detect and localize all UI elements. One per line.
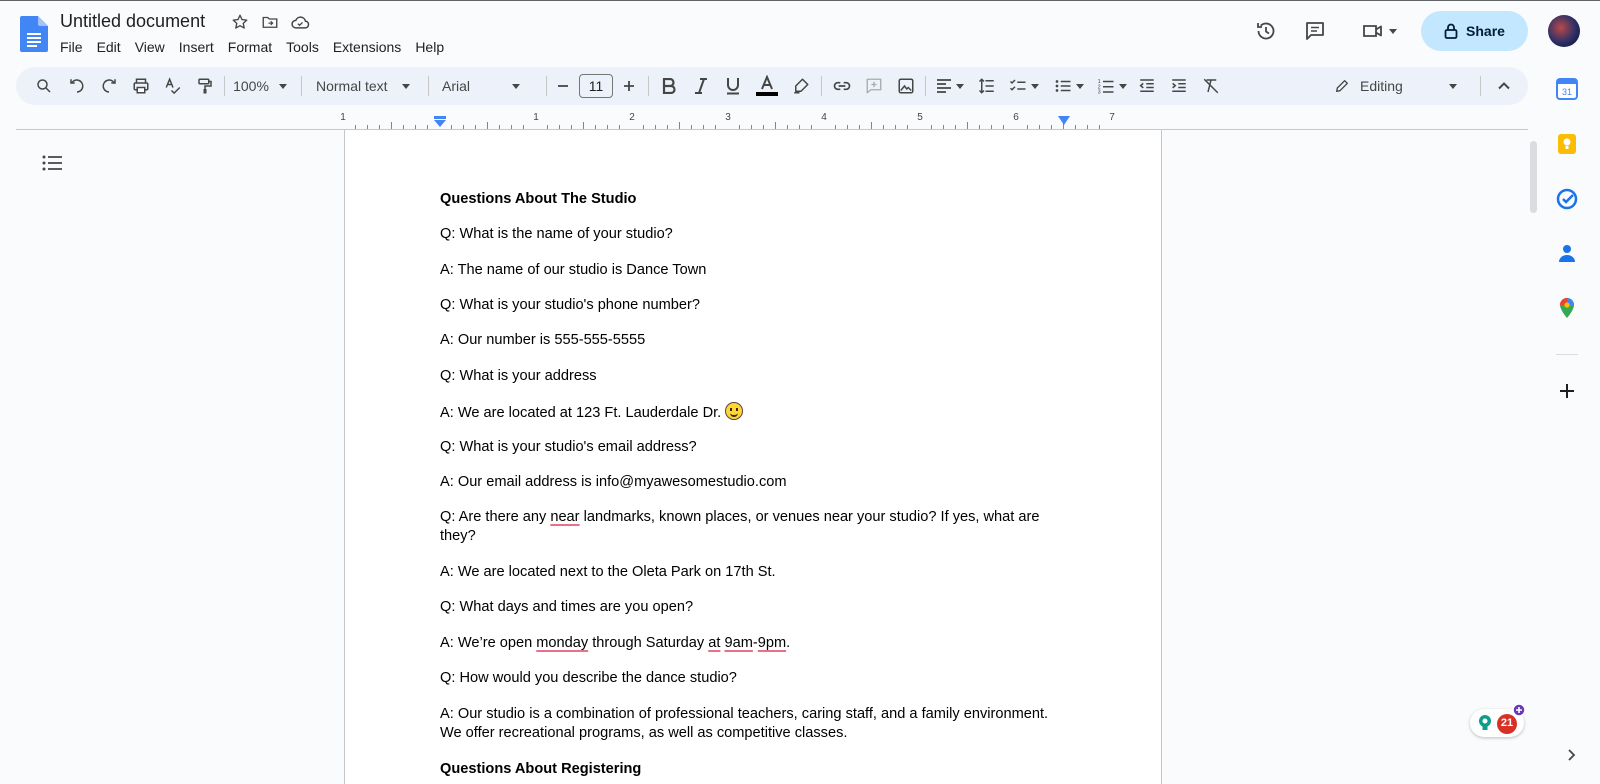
chevron-right-icon[interactable] bbox=[1564, 748, 1578, 762]
editing-mode-select[interactable] bbox=[1334, 67, 1484, 105]
avatar[interactable] bbox=[1548, 15, 1580, 47]
question-line: Q: What days and times are you open? bbox=[440, 599, 694, 615]
ruler-number: 1 bbox=[340, 112, 346, 123]
answer-line: A: We are located next to the Oleta Park on 17th St. bbox=[440, 564, 776, 580]
header bbox=[0, 0, 1600, 64]
answer-line: A: Our number is 555-555-5555 bbox=[440, 332, 646, 348]
heading-studio: Questions About The Studio bbox=[440, 191, 637, 207]
menu-bar bbox=[53, 38, 451, 56]
clear-formatting-icon[interactable] bbox=[1198, 67, 1224, 105]
share-button[interactable] bbox=[1421, 11, 1528, 51]
version-history-icon[interactable] bbox=[1252, 17, 1280, 45]
answer-line: A: Our email address is info@myawesomestudio.com bbox=[440, 474, 787, 490]
chevron-down-icon bbox=[956, 84, 964, 89]
menu-file[interactable]: File bbox=[60, 39, 83, 55]
side-panel bbox=[1548, 64, 1600, 784]
toolbar bbox=[16, 67, 1528, 105]
lightbulb-icon bbox=[1476, 714, 1494, 732]
ruler-number: 6 bbox=[1013, 112, 1019, 123]
decrease-indent-icon[interactable] bbox=[1134, 67, 1160, 105]
meet-icon[interactable] bbox=[1357, 17, 1401, 45]
calendar-icon[interactable] bbox=[1556, 78, 1578, 100]
menu-view[interactable]: View bbox=[134, 39, 165, 55]
ruler[interactable] bbox=[340, 112, 1162, 130]
bulleted-list-icon[interactable] bbox=[1051, 67, 1087, 105]
ruler-number: 1 bbox=[533, 112, 539, 123]
print-icon[interactable] bbox=[127, 67, 155, 105]
ruler-number: 7 bbox=[1109, 112, 1115, 123]
svg-text:2: 2 bbox=[1097, 84, 1101, 91]
document-outline-icon[interactable] bbox=[41, 152, 63, 174]
italic-button[interactable] bbox=[688, 67, 714, 105]
question-line: Q: Are there any near landmarks, known places, or venues near your studio? If yes, what are they? bbox=[440, 509, 1040, 545]
menu-format[interactable]: Format bbox=[227, 39, 273, 55]
increase-font-size-button[interactable] bbox=[617, 67, 641, 105]
chevron-down-icon bbox=[512, 84, 520, 89]
chevron-down-icon bbox=[1449, 84, 1457, 89]
maps-icon[interactable] bbox=[1556, 297, 1578, 319]
search-menus-icon[interactable] bbox=[30, 67, 58, 105]
comments-icon[interactable] bbox=[1301, 17, 1329, 45]
paragraph-style-select[interactable] bbox=[308, 67, 420, 105]
text-color-button[interactable] bbox=[754, 67, 780, 105]
bold-button[interactable] bbox=[656, 67, 682, 105]
font-family-value: Arial bbox=[442, 78, 471, 94]
menu-edit[interactable]: Edit bbox=[96, 39, 121, 55]
lock-icon bbox=[1444, 23, 1458, 39]
paragraph-style-value: Normal text bbox=[316, 78, 388, 94]
question-line: Q: What is your address bbox=[440, 368, 597, 384]
question-line: Q: How would you describe the dance studio? bbox=[440, 670, 737, 686]
ruler-number: 2 bbox=[629, 112, 635, 123]
keep-icon[interactable] bbox=[1556, 133, 1578, 155]
decrease-font-size-button[interactable] bbox=[551, 67, 575, 105]
font-family-select[interactable] bbox=[434, 67, 542, 105]
underline-button[interactable] bbox=[720, 67, 746, 105]
chevron-down-icon bbox=[1031, 84, 1039, 89]
right-indent-marker[interactable] bbox=[1058, 116, 1070, 126]
menu-tools[interactable]: Tools bbox=[286, 39, 319, 55]
left-indent-marker[interactable] bbox=[434, 116, 446, 128]
question-line: Q: What is the name of your studio? bbox=[440, 226, 673, 242]
hide-menus-icon[interactable] bbox=[1490, 67, 1518, 105]
chevron-down-icon bbox=[1119, 84, 1127, 89]
menu-help[interactable]: Help bbox=[415, 39, 445, 55]
pencil-icon bbox=[1334, 78, 1350, 94]
checklist-icon[interactable] bbox=[1006, 67, 1042, 105]
move-folder-icon[interactable] bbox=[260, 12, 280, 32]
add-comment-icon[interactable] bbox=[860, 67, 888, 105]
question-line: Q: What is your studio's email address? bbox=[440, 439, 697, 455]
svg-text:1: 1 bbox=[1097, 79, 1101, 85]
badge-count: 21 bbox=[1500, 717, 1514, 729]
vertical-scrollbar[interactable] bbox=[1530, 141, 1537, 213]
font-size-input[interactable] bbox=[578, 67, 614, 105]
tasks-icon[interactable] bbox=[1556, 188, 1578, 210]
answer-line: A: We’re open monday through Saturday at 9am-9pm. bbox=[440, 635, 791, 651]
paint-format-icon[interactable] bbox=[191, 67, 219, 105]
insert-image-icon[interactable] bbox=[892, 67, 920, 105]
svg-text:3: 3 bbox=[1097, 89, 1101, 95]
document-title[interactable]: Untitled document bbox=[60, 11, 206, 31]
ruler-number: 4 bbox=[821, 112, 827, 123]
insert-link-icon[interactable] bbox=[828, 67, 856, 105]
question-line: Q: What is your studio's phone number? bbox=[440, 297, 700, 313]
smiling-face-icon bbox=[725, 402, 743, 420]
menu-insert[interactable]: Insert bbox=[178, 39, 214, 55]
answer-text: A: We are located at 123 Ft. Lauderdale Dr. bbox=[440, 405, 722, 421]
undo-icon[interactable] bbox=[63, 67, 91, 105]
zoom-value: 100% bbox=[233, 78, 269, 94]
redo-icon[interactable] bbox=[95, 67, 123, 105]
cloud-saved-icon[interactable] bbox=[290, 12, 310, 32]
zoom-select[interactable] bbox=[226, 67, 294, 105]
extension-badge[interactable] bbox=[1470, 709, 1524, 737]
increase-indent-icon[interactable] bbox=[1166, 67, 1192, 105]
menu-extensions[interactable]: Extensions bbox=[332, 39, 402, 55]
spellcheck-icon[interactable] bbox=[159, 67, 187, 105]
docs-logo-icon[interactable] bbox=[20, 16, 48, 52]
line-spacing-icon[interactable] bbox=[974, 67, 1000, 105]
editing-mode-value: Editing bbox=[1360, 78, 1403, 94]
numbered-list-icon[interactable] bbox=[1094, 67, 1130, 105]
ruler-number: 3 bbox=[725, 112, 731, 123]
chevron-down-icon bbox=[279, 84, 287, 89]
ruler-number: 5 bbox=[917, 112, 923, 123]
answer-line: A: Our studio is a combination of professional teachers, caring staff, and a family environment. We offer recreational programs, as well as competitive classes. bbox=[440, 706, 1049, 742]
answer-line bbox=[440, 402, 743, 423]
chevron-down-icon bbox=[402, 84, 410, 89]
add-icon[interactable] bbox=[1556, 380, 1578, 402]
svg-text:31: 31 bbox=[1561, 87, 1573, 97]
contacts-icon[interactable] bbox=[1556, 242, 1578, 264]
heading-registering: Questions About Registering bbox=[440, 761, 642, 777]
align-left-icon[interactable] bbox=[932, 67, 968, 105]
chevron-down-icon bbox=[1076, 84, 1084, 89]
share-label: Share bbox=[1466, 23, 1505, 39]
star-icon[interactable] bbox=[230, 12, 250, 32]
answer-line: A: The name of our studio is Dance Town bbox=[440, 262, 707, 278]
plus-badge-icon bbox=[1512, 703, 1526, 717]
highlight-color-icon[interactable] bbox=[788, 67, 814, 105]
chevron-down-icon bbox=[1389, 29, 1397, 34]
font-size-value: 11 bbox=[579, 74, 613, 98]
